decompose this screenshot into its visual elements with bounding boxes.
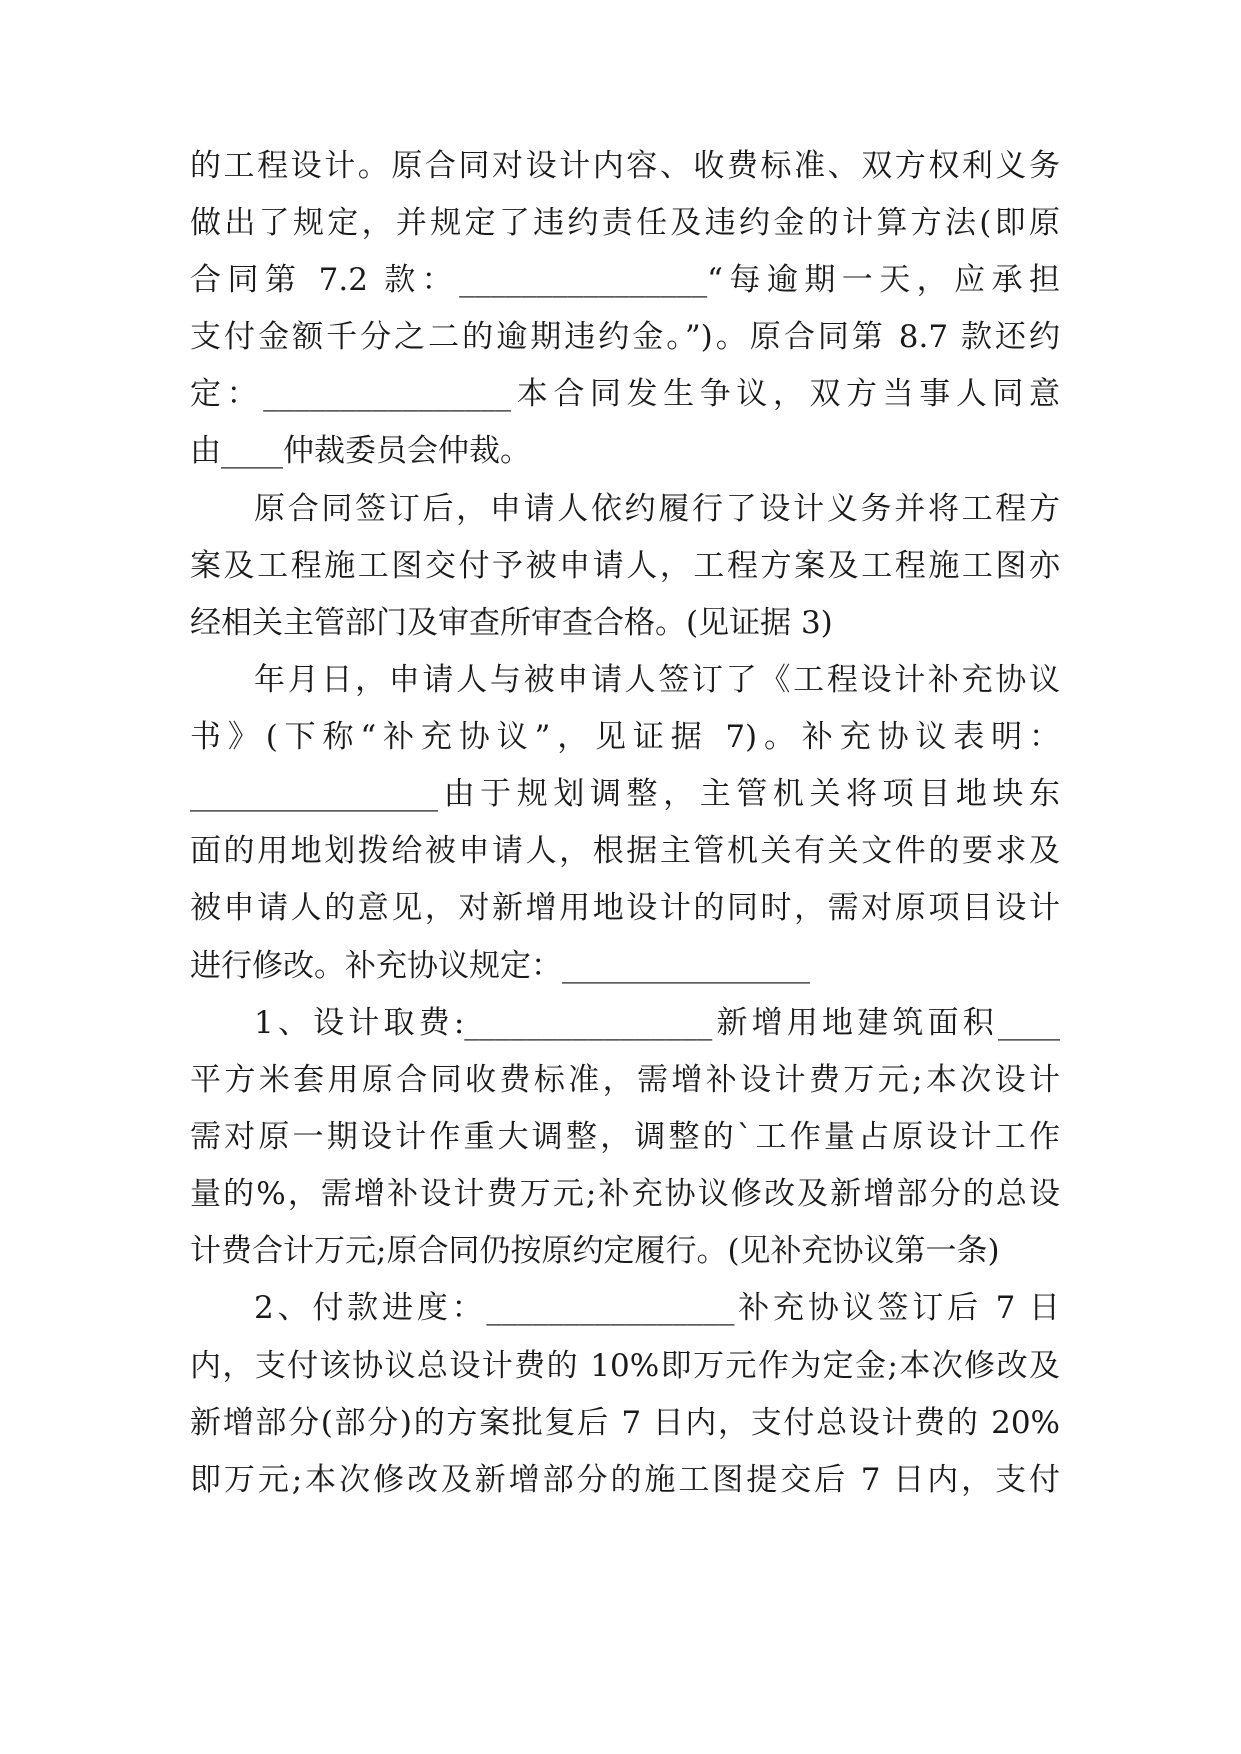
text-line-13: 面的用地划拨给被申请人，根据主管机关有关文件的要求及: [190, 833, 1060, 869]
text-line-22: 内，支付该协议总设计费的 10%即万元作为定金;本次修改及: [190, 1348, 1060, 1384]
text-line-4: 支付金额千分之二的逾期违约金。”)。原合同第 8.7 款还约: [190, 319, 1060, 355]
text-line-18: 需对原一期设计作重大调整，调整的`工作量占原设计工作: [190, 1119, 1060, 1155]
text-line-5: 定：________________本合同发生争议，双方当事人同意: [190, 376, 1060, 412]
text-line-11: 书》(下称“补充协议”，见证据 7)。补充协议表明：: [190, 719, 1060, 755]
text-line-2: 做出了规定，并规定了违约责任及违约金的计算方法(即原: [190, 205, 1060, 241]
text-line-21: 2、付款进度：________________补充协议签订后 7 日: [254, 1290, 1060, 1326]
text-line-15: 进行修改。补充协议规定：________________: [190, 948, 810, 984]
text-line-16: 1、设计取费:________________新增用地建筑面积____: [254, 1005, 1060, 1041]
text-line-19: 量的%，需增补设计费万元;补充协议修改及新增部分的总设: [190, 1176, 1060, 1212]
text-line-1: 的工程设计。原合同对设计内容、收费标准、双方权利义务: [190, 148, 1060, 184]
text-line-12: ________________由于规划调整，主管机关将项目地块东: [190, 776, 1060, 812]
text-line-3: 合同第 7.2 款：________________“每逾期一天，应承担: [190, 262, 1060, 298]
text-line-9: 经相关主管部门及审查所审查合格。(见证据 3): [190, 605, 833, 641]
text-line-24: 即万元;本次修改及新增部分的施工图提交后 7 日内，支付: [190, 1462, 1060, 1498]
text-line-23: 新增部分(部分)的方案批复后 7 日内，支付总设计费的 20%: [190, 1405, 1060, 1441]
text-line-17: 平方米套用原合同收费标准，需增补设计费万元;本次设计: [190, 1062, 1060, 1098]
text-line-14: 被申请人的意见，对新增用地设计的同时，需对原项目设计: [190, 890, 1060, 926]
text-line-10: 年月日，申请人与被申请人签订了《工程设计补充协议: [254, 662, 1060, 698]
text-line-7: 原合同签订后，申请人依约履行了设计义务并将工程方: [254, 491, 1060, 527]
text-line-20: 计费合计万元;原合同仍按原约定履行。(见补充协议第一条): [190, 1233, 1000, 1269]
text-line-6: 由____仲裁委员会仲裁。: [190, 433, 531, 469]
text-line-8: 案及工程施工图交付予被申请人，工程方案及工程施工图亦: [190, 548, 1060, 584]
